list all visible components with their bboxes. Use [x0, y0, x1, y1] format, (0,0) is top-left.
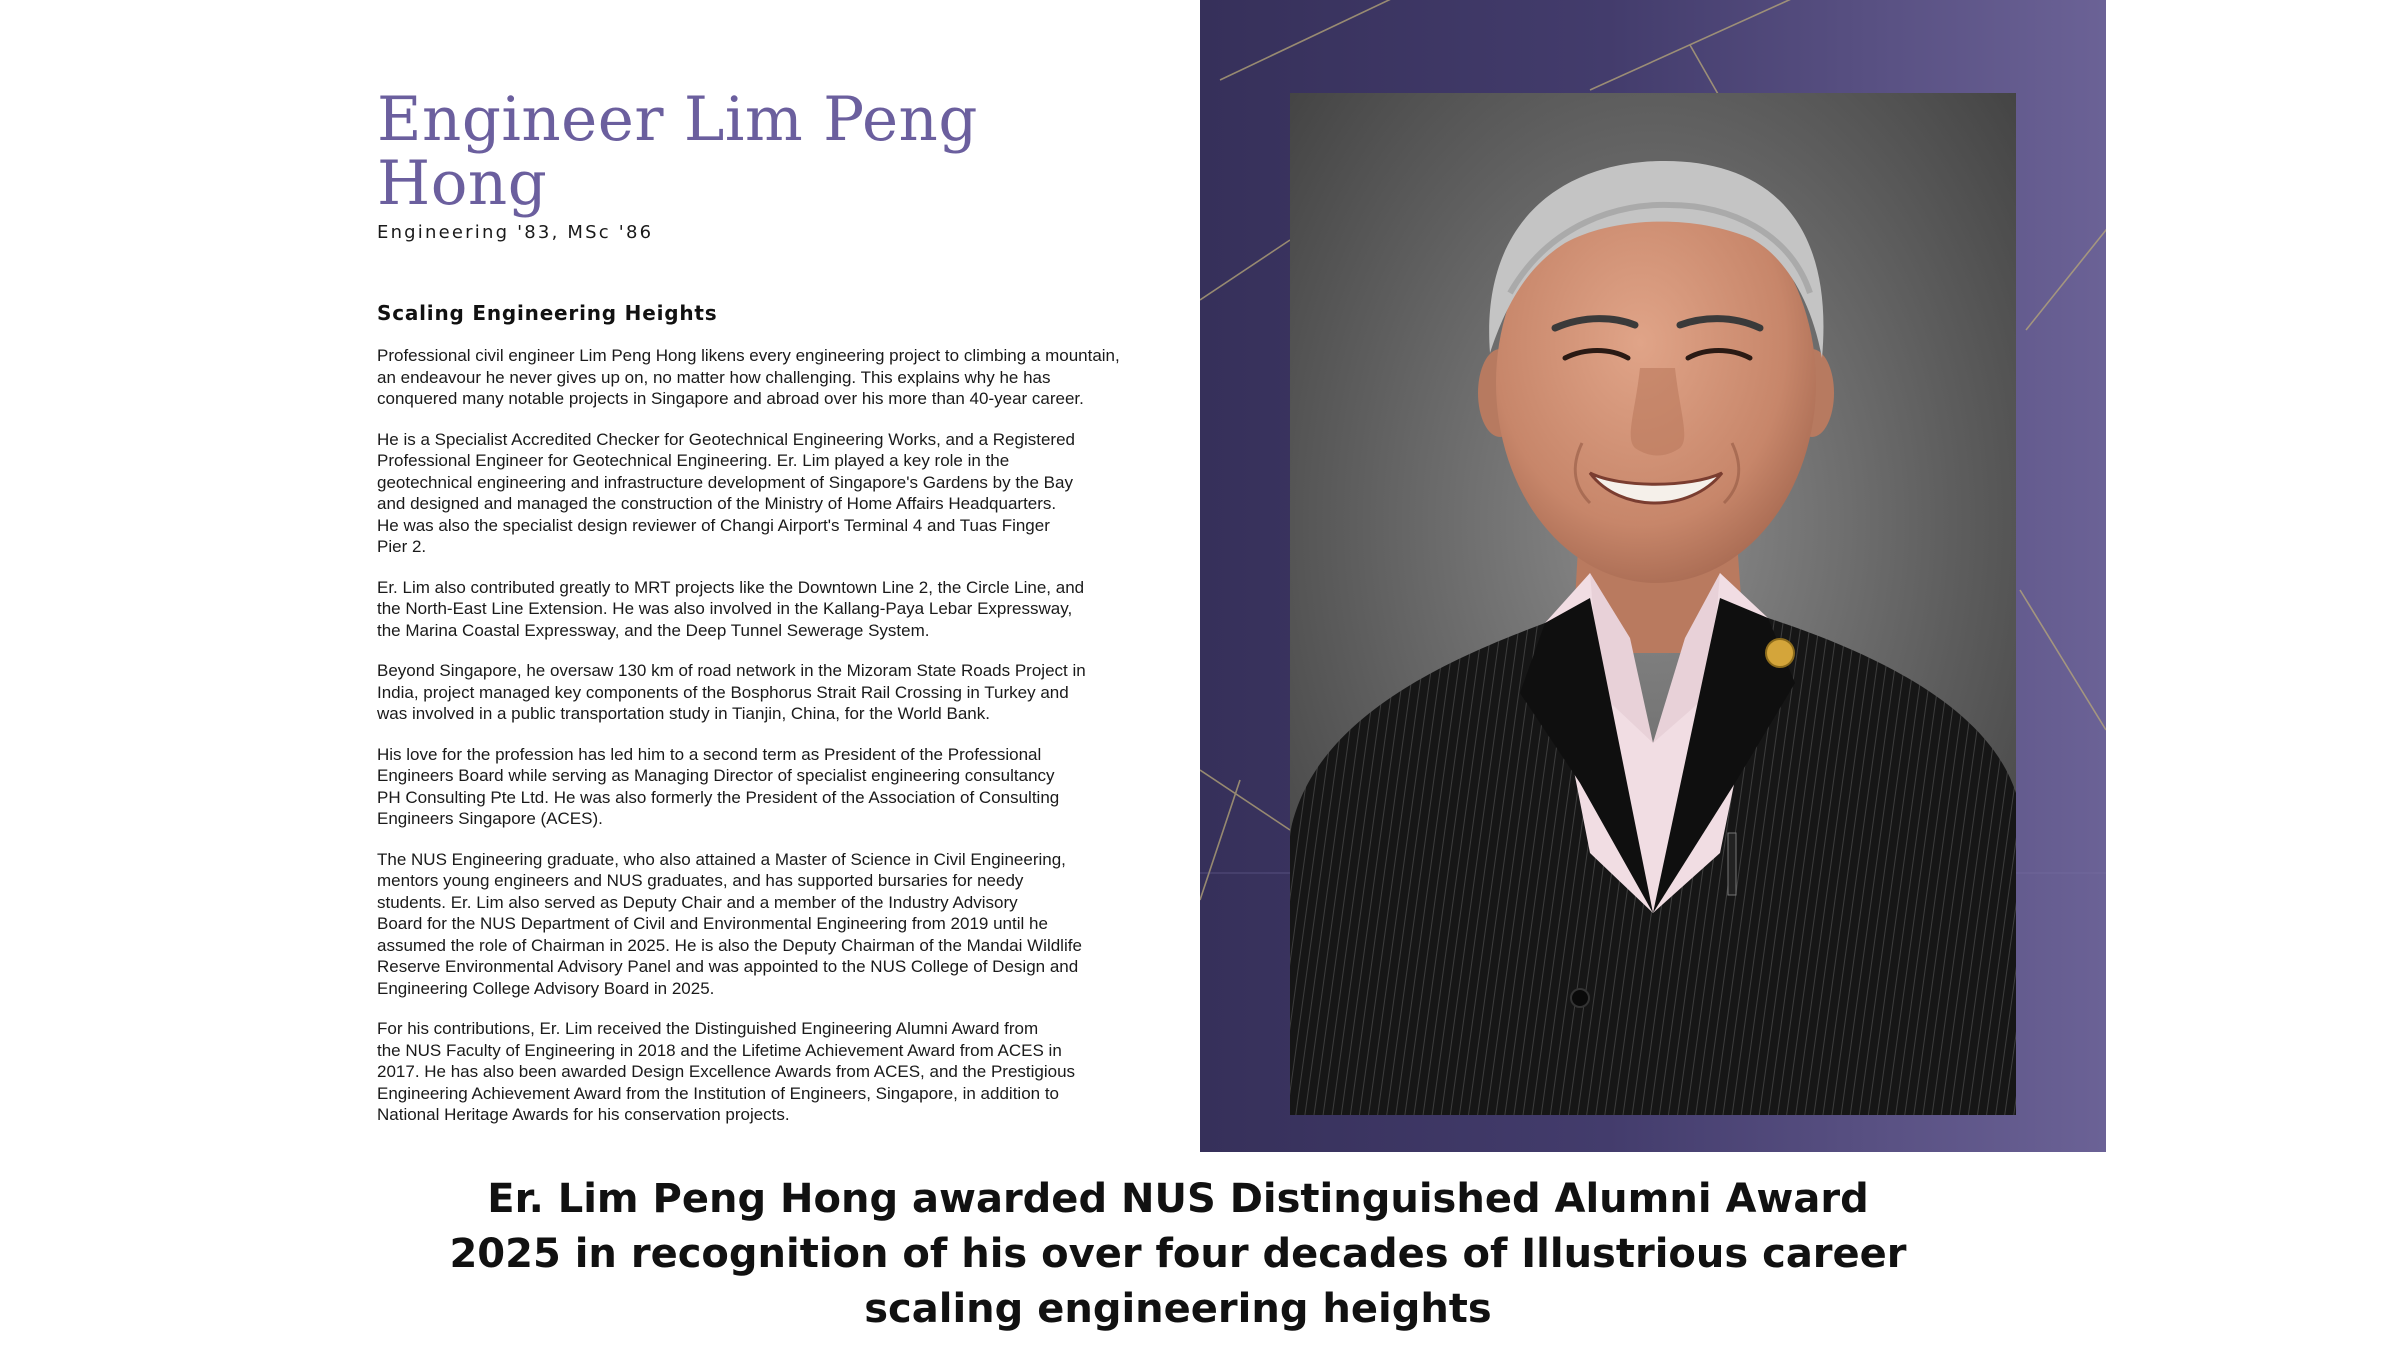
profile-degrees: Engineering '83, MSc '86: [377, 222, 654, 243]
bio-paragraph: For his contributions, Er. Lim received the Distinguished Engineering Alumni Award from the NUS Faculty of Engineering in 2018 and the Lifetime Achievement Award from ACES in 2017. He has also been awarded Design Excellence Awards from ACES, and the Prestigious Engineering Achievement Award from the Institution of Engineers, Singapore, in addition to National Heritage Awards for his conservation projects.: [377, 1019, 1076, 1124]
portrait-photo: [1290, 93, 2016, 1115]
biography: [377, 345, 1137, 1126]
bio-paragraph: Er. Lim also contributed greatly to MRT projects like the Downtown Line 2, the Circle Line, and the North-East Line Extension. He was also involved in the Kallang-Paya Lebar Expressway, the Marina Coastal Expressway, and the Deep Tunnel Sewerage System.: [377, 577, 1085, 640]
bio-paragraph: The NUS Engineering graduate, who also attained a Master of Science in Civil Engineering, mentors young engineers and NUS graduates, and has supported bursaries for needy students. Er. Lim also served as Deputy Chair and a member of the Industry Advisory Board for the NUS Department of Civil and Environmental Engineering from 2019 until he assumed the role of Chairman in 2025. He is also the Deputy Chairman of the Mandai Wildlife Reserve Environmental Advisory Panel and was appointed to the NUS College of Design and Engineering College Advisory Board in 2025.: [377, 849, 1082, 998]
award-caption: Er. Lim Peng Hong awarded NUS Distinguished Alumni Award 2025 in recognition of his over four decades of Illustrious career scaling engineering heights: [449, 1176, 1907, 1332]
bio-paragraph: He is a Specialist Accredited Checker for Geotechnical Engineering Works, and a Registered Professional Engineer for Geotechnical Engineering. Er. Lim played a key role in the geotechnical engineering and infrastructure development of Singapore's Gardens by the Bay and designed and managed the construction of the Ministry of Home Affairs Headquarters. He was also the specialist design reviewer of Changi Airport's Terminal 4 and Tuas Finger Pier 2.: [377, 429, 1075, 556]
bio-paragraph: His love for the profession has led him to a second term as President of the Professional Engineers Board while serving as Managing Director of specialist engineering consultancy PH Consulting Pte Ltd. He was also formerly the President of the Association of Consulting Engineers Singapore (ACES).: [377, 744, 1060, 828]
bio-paragraph: Beyond Singapore, he oversaw 130 km of road network in the Mizoram State Roads Project in India, project managed key components of the Bosphorus Strait Rail Crossing in Turkey and was involved in a public transportation study in Tianjin, China, for the World Bank.: [377, 661, 1086, 723]
profile-name: Engineer Lim Peng Hong: [377, 84, 978, 219]
photo-panel: [1200, 0, 2106, 1152]
profile-text-column: [377, 84, 1137, 1145]
section-heading: Scaling Engineering Heights: [377, 301, 718, 325]
bio-paragraph: Professional civil engineer Lim Peng Hong likens every engineering project to climbing a mountain, an endeavour he never gives up on, no matter how challenging. This explains why he has conquered many notable projects in Singapore and abroad over his more than 40-year career.: [377, 346, 1120, 408]
